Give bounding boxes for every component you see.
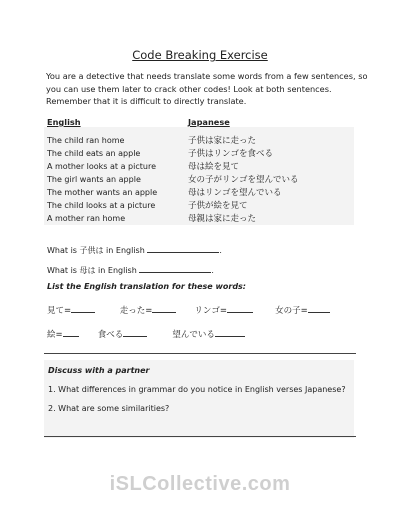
word-item	[194, 304, 272, 316]
row-english: The girl wants an apple	[47, 175, 141, 184]
word-label: 見て=	[47, 306, 72, 316]
word-item	[120, 304, 192, 316]
header-english: English	[47, 117, 81, 127]
row-japanese: 女の子がリンゴを望んでいる	[188, 175, 299, 185]
word-label: リンゴ=	[194, 306, 228, 316]
question-word: 子供は	[79, 246, 104, 255]
discussion-question-1: 1. What differences in grammar do you notice in English verses Japanese?	[48, 385, 346, 394]
header-japanese: Japanese	[188, 117, 230, 127]
row-english: The child ran home	[47, 136, 125, 145]
question-word: 母は	[79, 266, 96, 275]
word-label: 絵=	[47, 330, 63, 340]
word-item	[275, 304, 330, 316]
word-label: 食べる	[97, 330, 124, 340]
row-english: The mother wants an apple	[47, 188, 158, 197]
row-japanese: 母親は家に走った	[188, 214, 257, 224]
answer-blank[interactable]	[63, 328, 79, 337]
row-japanese: 子供はリンゴを食べる	[188, 149, 274, 159]
word-label: 女の子=	[275, 306, 308, 316]
question-2	[47, 264, 214, 276]
answer-blank[interactable]	[215, 328, 245, 337]
word-item	[98, 328, 170, 340]
answer-blank[interactable]	[71, 304, 95, 313]
word-label: 望んでいる	[172, 330, 215, 340]
answer-blank[interactable]	[227, 304, 253, 313]
answer-blank[interactable]	[147, 244, 219, 253]
row-english: A mother looks at a picture	[47, 162, 156, 171]
answer-blank[interactable]	[139, 264, 211, 273]
question-end: .	[219, 246, 222, 255]
question-1	[47, 244, 222, 256]
word-item	[47, 328, 95, 340]
row-english: A mother ran home	[47, 214, 126, 223]
words-row-1	[47, 304, 330, 316]
discussion-title: Discuss with a partner	[48, 366, 150, 375]
worksheet-title: Code Breaking Exercise	[132, 48, 268, 62]
word-item	[172, 328, 245, 340]
word-label: 走った=	[119, 306, 153, 316]
answer-blank[interactable]	[308, 304, 330, 313]
answer-blank[interactable]	[152, 304, 176, 313]
question-text: What is	[47, 246, 77, 255]
row-japanese: 子供が絵を見て	[188, 201, 248, 211]
section-divider	[44, 353, 356, 354]
words-row-2	[47, 328, 245, 340]
question-text: What is	[47, 266, 77, 275]
watermark-logo: iSLCollective.com	[109, 473, 291, 495]
row-japanese: 子供は家に走った	[188, 136, 257, 146]
discussion-question-2: 2. What are some similarities?	[48, 404, 170, 413]
row-japanese: 母は絵を見て	[188, 162, 240, 172]
question-text: in English	[106, 246, 145, 255]
word-item	[47, 304, 117, 316]
list-title: List the English translation for these words:	[47, 282, 247, 291]
answer-line[interactable]	[44, 436, 356, 437]
row-english: The child looks at a picture	[47, 201, 156, 210]
question-end: .	[211, 266, 214, 275]
intro-paragraph: You are a detective that needs translate some words from a few sentences, so you can use them later to crack other codes! Look at both sentences. Remember that it is difficult to directly translate.	[46, 71, 368, 107]
row-japanese: 母はリンゴを望んでいる	[188, 188, 282, 198]
answer-blank[interactable]	[123, 328, 147, 337]
question-text: in English	[98, 266, 137, 275]
row-english: The child eats an apple	[47, 149, 141, 158]
